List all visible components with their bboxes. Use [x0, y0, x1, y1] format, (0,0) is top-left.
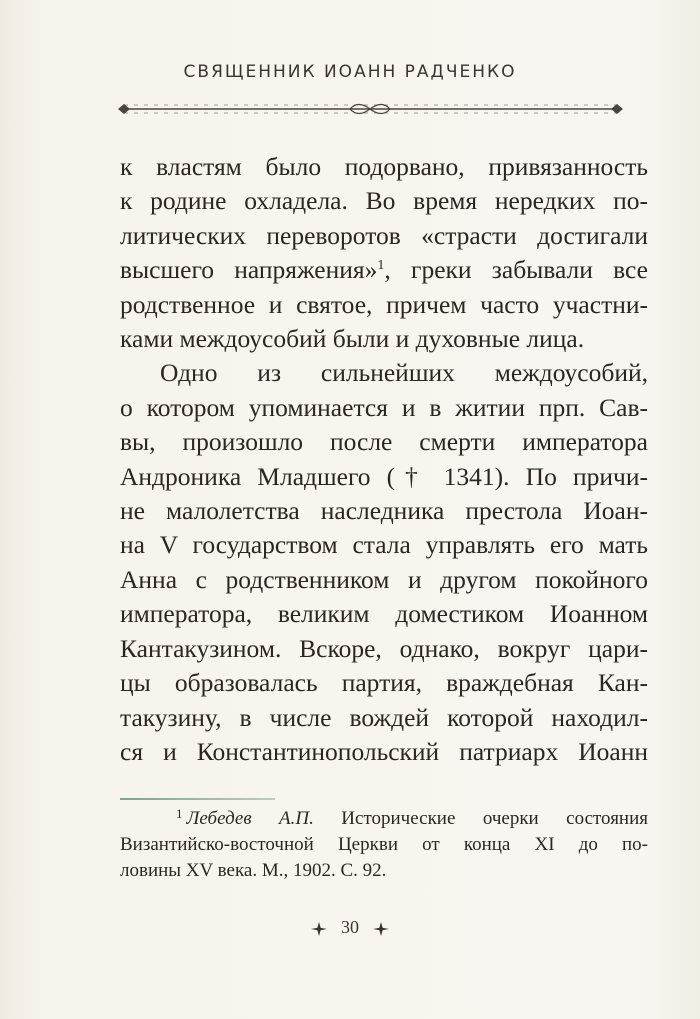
text-line: на V государством стала управлять его мать [120, 530, 648, 560]
text-line: к родине охладела. Во время нередких по- [120, 186, 648, 216]
text-line: Одно из сильнейших междоусобий, [160, 358, 648, 388]
text-line: о котором упоминается и в житии прп. Сав- [120, 392, 648, 422]
text-line: императора, великим доместиком Иоанном [120, 599, 648, 629]
footnote-line: Византийско-восточной Церкви от конца XI до по- [120, 834, 648, 855]
footnote [120, 806, 648, 884]
text-line: вы, произошло после смерти императора [120, 427, 648, 457]
header-ornament-rule [118, 97, 623, 121]
footnote-separator [120, 798, 275, 800]
text-fragment: , греки забывали все [384, 255, 648, 285]
footnote-marker: 1 [176, 806, 183, 821]
text-line: Анна с родственником и другом покойного [120, 564, 648, 594]
page-footer [0, 917, 700, 938]
text-line-with-footnote [120, 253, 648, 287]
footnote-reference: 1 [377, 258, 385, 274]
text-fragment: высшего напряжения» [120, 255, 378, 285]
text-line: ками междоусобий были и духовные лица. [120, 324, 585, 354]
footnote-line [120, 806, 648, 832]
running-head: СВЯЩЕННИК ИОАНН РАДЧЕНКО [183, 62, 517, 82]
text-line: родственное и святое, причем часто участни- [120, 289, 648, 319]
fleuron-icon [373, 922, 389, 936]
footnote-text: Исторические очерки состояния [313, 808, 649, 829]
text-line: Андроника Младшего († 1341). По причи- [120, 461, 648, 491]
fleuron-icon [311, 922, 327, 936]
text-line: литических переворотов «страсти достигали [120, 220, 648, 250]
footnote-author: Лебедев А.П. [186, 808, 314, 829]
text-line: Кантакузином. Вскоре, однако, вокруг цари- [120, 633, 648, 663]
footnote-line: ловины XV века. М., 1902. С. 92. [120, 860, 387, 881]
text-line: такузину, в числе вождей которой находил- [120, 702, 648, 732]
text-line: цы образовалась партия, враждебная Кан- [120, 668, 648, 698]
text-line: ся и Константинопольский патриарх Иоанн [120, 736, 648, 766]
page-number: 30 [341, 917, 359, 937]
text-line: не малолетства наследника престола Иоан- [120, 496, 648, 526]
text-line: к властям было подорвано, привязанность [120, 152, 648, 181]
main-text [120, 150, 648, 769]
